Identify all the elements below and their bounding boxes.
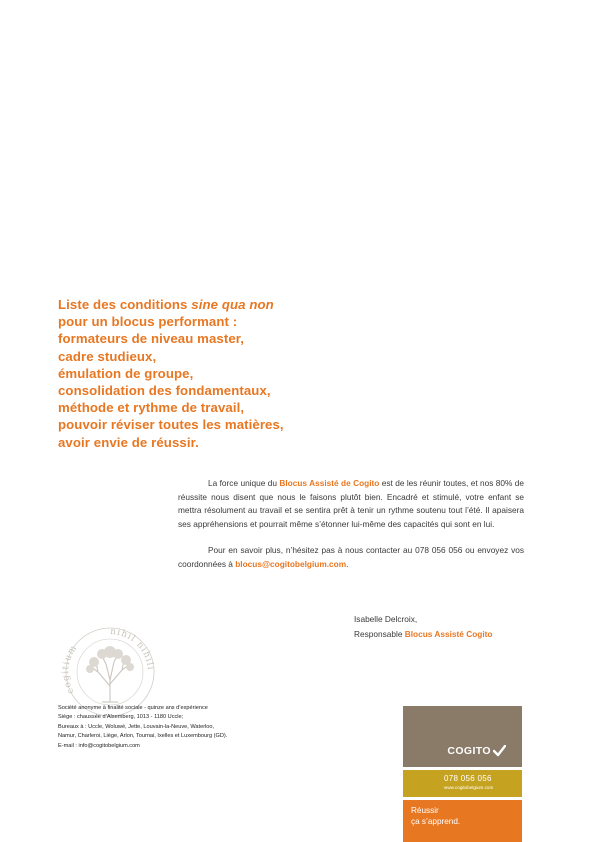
headline-conditions (58, 296, 358, 451)
footer-line: Société anonyme à finalité sociale - quinze ans d’expérience (58, 705, 208, 711)
footer-line: Namur, Charleroi, Liège, Arlon, Tournai, Ixelles et Luxembourg (GD). (58, 733, 228, 740)
signature-role-brand: Blocus Assisté Cogito (404, 629, 493, 639)
signature-name: Isabelle Delcroix, (354, 614, 418, 624)
slogan-line-2: ça s’apprend. (411, 817, 461, 826)
svg-text:cogitium (61, 643, 79, 695)
brand-highlight: Blocus Assisté de Cogito (279, 478, 380, 488)
headline-line-1-text: Liste des conditions (58, 297, 192, 312)
brand-name-text: COGITO (447, 745, 491, 757)
brand-phone[interactable]: 078 056 056 (444, 774, 492, 783)
tree-foliage (86, 646, 134, 673)
footer-line: Bureaux à : Uccle, Woluwé, Jette, Louvain-la-Neuve, Waterloo, (58, 723, 215, 730)
cogito-brand-block (403, 706, 522, 842)
headline-line: pour un blocus performant : (58, 314, 238, 330)
footer-line: Siège : chaussée d’Alsemberg, 1013 - 1180 Uccle; (58, 714, 184, 721)
checkmark-icon (493, 745, 506, 757)
body-paragraph-1 (178, 477, 524, 531)
headline-line: pouvoir réviser toutes les matières, (58, 417, 284, 433)
headline-line: émulation de groupe, (58, 365, 194, 381)
brand-logo-panel (403, 706, 522, 767)
seal-text-left: cogitium (61, 643, 80, 696)
footer-email[interactable]: E-mail : info@cogitobelgium.com (58, 742, 140, 749)
body-text-span: est de les réunir toutes, et nos 80% de réussite nous disent que nous le faisons plutôt bien. Encadré et stimulé, votre enfant se mettra résolument au travail et se sentira prêt à tenir un rythme soutenu tout l’été. Il apaisera ses appréhensions et pourrait même s’étonner lui-même des capacités qui sont en lui. (178, 478, 524, 529)
headline-line: avoir envie de réussir. (58, 434, 199, 450)
seal-text-right: nihil nihili (109, 626, 156, 672)
body-text-span: La force unique du (208, 478, 280, 488)
body-text (178, 477, 524, 585)
slogan-line-1: Réussir (411, 806, 439, 815)
brand-url[interactable]: www.cogitobelgium.com (444, 785, 494, 790)
body-text-span: . (346, 558, 349, 569)
brand-slogan-panel (403, 800, 522, 842)
headline-line: consolidation des fondamentaux, (58, 383, 271, 399)
body-paragraph-2 (178, 544, 524, 571)
headline-italic-text: sine qua non (191, 297, 274, 312)
email-link[interactable]: blocus@cogitobelgium.com (235, 558, 347, 569)
brand-logo (447, 745, 506, 757)
headline-line: méthode et rythme de travail, (58, 400, 245, 416)
brand-slogan (411, 805, 460, 827)
headline-line: cadre studieux, (58, 348, 157, 364)
brand-contact-panel (403, 770, 522, 797)
signature-block (354, 612, 493, 642)
body-text-span: Pour en savoir plus, n’hésitez pas à nous contacter au 078 056 056 ou envoyez vos coordonnées à (178, 545, 524, 569)
headline-line: formateurs de niveau master, (58, 331, 245, 347)
signature-role (354, 627, 493, 642)
headline-line-1 (58, 296, 358, 313)
footer-company-info (58, 704, 328, 751)
signature-role-text: Responsable (354, 629, 405, 639)
